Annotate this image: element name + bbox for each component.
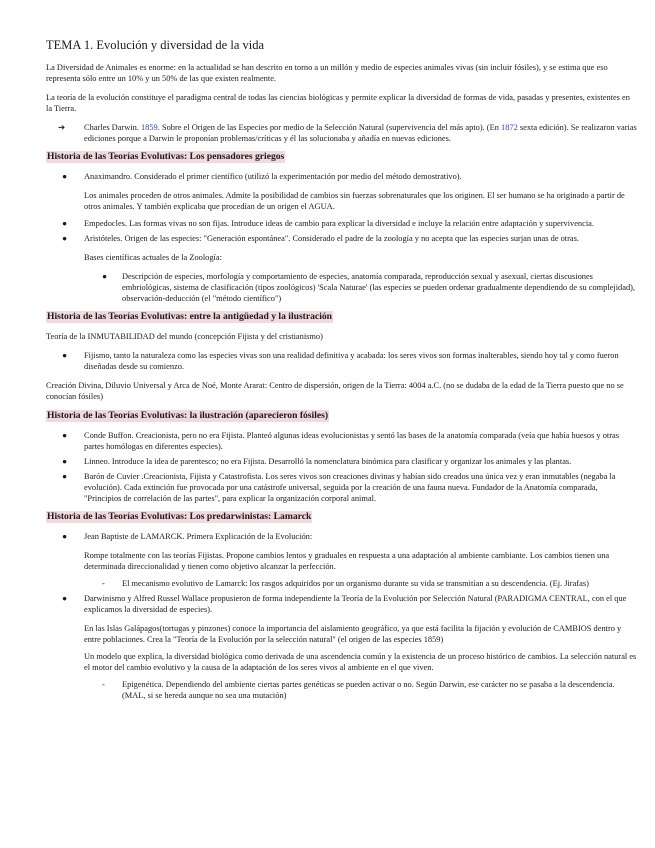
dash-icon: - [102, 680, 105, 689]
bullet-icon: ● [62, 172, 68, 181]
bullet-icon: ● [62, 351, 68, 360]
list-item-text: Epigenética. Dependiendo del ambiente ciertas partes genéticas se pueden activar o no. Según Darwin, ese carácter no se pasaba a la descendencia. (MAL, si se hereda aunque no sea una mutación) [122, 680, 615, 700]
lamarck-detail: Rompe totalmente con las teorías Fijistas. Propone cambios lentos y graduales en respuesta a una adaptación al ambiente cambiante. Los cambios tienen una determinada direccionalidad y tienen como objetivo alcanzar la perfección. [84, 551, 610, 571]
section-antiquity-enlightenment [46, 311, 637, 402]
list-item-epigenetica [46, 679, 637, 701]
list-item-empedocles [46, 218, 637, 229]
bullet-icon: ● [62, 431, 68, 440]
list-item-lamarck [46, 531, 637, 542]
zoology-bases-label: Bases científicas actuales de la Zoología: [84, 253, 222, 262]
darwin-text-2: . Sobre el Origen de las Especies por medio de la Selección Natural (supervivencia del más apto). (En [157, 123, 501, 132]
list-item-lamarck-mechanism [46, 578, 637, 589]
section-heading-lamarck: Historia de las Teorías Evolutivas: Los predarwinistas: Lamarck [47, 511, 312, 522]
bullet-icon: ● [62, 457, 68, 466]
arrow-icon: ➔ [58, 123, 66, 132]
list-item-text: Aristóteles. Origen de las especies: "Generación espontánea". Considerado el padre de la zoología y no acepta que las especies surjan unas de otras. [84, 234, 579, 243]
darwin-year-1872: 1872 [501, 123, 518, 132]
list-item-text: Descripción de especies, morfología y comportamiento de especies, anatomía comparada, reproducción sexual y asexual, ciertas discusiones embriológicas, sistema de clasificación (tipos zoológicos) 'Scala Naturae' (las especies se pueden ordenar gradualmente dependiendo de su complejidad), observación-deducción (el "método científico") [122, 272, 636, 303]
list-item-text: Barón de Cuvier .Creacionista, Fijista y Catastrofista. Los seres vivos son creaciones divinas y habían sido creados una única vez y eran inmutables (negaba la evolución). Cada extinción fue provocada por una catástrofe universal, seguida por la creación de una fauna nueva. Fundador de la Anatomía comparada, "Principios de correlación de las partes", para explicar la organización corporal animal. [84, 472, 616, 503]
darwin-text-3: sexta edición). Se realizaron varias ediciones porque a Darwin le proponían problemas/críticas y él las solucionaba y añadía en nuevas ediciones. [84, 123, 637, 143]
darwin-text-1: Charles Darwin. [84, 123, 141, 132]
intro-paragraph-1: La Diversidad de Animales es enorme: en la actualidad se han descrito en torno a un millón y medio de especies animales vivas (sin incluir fósiles), y se estima que eso representa sólo entre un 10% y un 50% de las que existen realmente. [46, 63, 608, 83]
list-item-anaximandro [46, 171, 637, 182]
list-item-buffon [46, 430, 637, 452]
creacion-divina-paragraph: Creación Divina, Diluvio Universal y Arca de Noé, Monte Ararat: Centro de dispersión, origen de la Tierra: 4004 a.C. (no se dudaba de la edad de la Tierra puesto que no se conocían fósiles) [46, 381, 624, 401]
list-item-cuvier [46, 471, 637, 504]
anaximandro-detail: Los animales proceden de otros animales. Admite la posibilidad de cambios sin fuerzas sobrenaturales que los originen. El ser humano se ha originado a partir de otros animales. Y también explicaba que procedían de un origen el AGUA. [84, 191, 625, 211]
galapagos-paragraph: En las Islas Galápagos(tortugas y pinzones) conoce la importancia del aislamiento geográfico, ya que está facilita la fijación y evolución de CAMBIOS dentro y entre poblaciones. Crea la "Teoría de la Evolución por la selección natural" (el origen de las especies 1859) [84, 624, 622, 644]
list-item-text: Darwinismo y Alfred Russel Wallace propusieron de forma independiente la Teoría de la Evolución por Selección Natural (PARADIGMA CENTRAL, con el que explicamos la diversidad de especies). [84, 594, 627, 614]
list-item-text: Conde Buffon. Creacionista, pero no era Fijista. Planteó algunas ideas evolucionistas y sentó las bases de la anatomía comparada (veía que había huesos y otras partes homólogas en diferentes especies). [84, 431, 619, 451]
dash-icon: - [102, 579, 105, 588]
list-item-descripcion [46, 271, 637, 304]
list-item-text: El mecanismo evolutivo de Lamarck: los rasgos adquiridos por un organismo durante su vida se transmitían a su descendencia. (Ej. Jirafas) [122, 579, 589, 588]
darwin-item [46, 122, 637, 144]
section-heading-enlightenment: Historia de las Teorías Evolutivas: la ilustración (aparecieron fósiles) [47, 410, 329, 421]
list-item-linneo [46, 456, 637, 467]
bullet-icon: ● [62, 532, 68, 541]
list-item-text: Linneo. Introduce la idea de parentesco; no era Fijista. Desarrolló la nomenclatura binómica para clasificar y organizar los animales y las plantas. [84, 457, 572, 466]
darwin-year-1859: 1859 [140, 123, 158, 132]
section-heading-greek: Historia de las Teorías Evolutivas: Los pensadores griegos [47, 151, 285, 162]
bullet-icon: ● [102, 272, 108, 281]
bullet-icon: ● [62, 594, 68, 603]
model-paragraph: Un modelo que explica, la diversidad biológica como derivada de una ascendencia común y la existencia de un proceso histórico de cambios. La selección natural es el motor del cambio evolutivo y la causa de la adaptación de los seres vivos al ambiente en el que viven. [84, 652, 637, 672]
section-enlightenment [46, 410, 637, 504]
section-greek-thinkers [46, 151, 637, 304]
list-item-text: Jean Baptiste de LAMARCK. Primera Explicación de la Evolución: [84, 532, 313, 541]
section-predarwinists [46, 511, 637, 701]
list-item-aristoteles [46, 233, 637, 244]
section-heading-antiquity: Historia de las Teorías Evolutivas: entre la antigüedad y la ilustración [47, 311, 332, 322]
document-title: TEMA 1. Evolución y diversidad de la vida [46, 38, 265, 52]
list-item-fijismo [46, 350, 637, 372]
list-item-text: Anaximandro. Considerado el primer científico (utilizó la experimentación por medio del método demostrativo). [84, 172, 462, 181]
list-item-text: Fijismo, tanto la naturaleza como las especies vivas son una realidad definitiva y acabada: los seres vivos son formas inalterables, siendo hoy tal y como fueron diseñadas desde su comienzo. [84, 351, 619, 371]
bullet-icon: ● [62, 219, 68, 228]
intro-paragraph-2: La teoría de la evolución constituye el paradigma central de todas las ciencias biológicas y permite explicar la diversidad de formas de vida, pasadas y presentes, existentes en la Tierra. [46, 93, 630, 113]
list-item-darwinismo [46, 593, 637, 615]
bullet-icon: ● [62, 472, 68, 481]
inmutabilidad-paragraph: Teoría de la INMUTABILIDAD del mundo (concepción Fijista y del cristianismo) [46, 332, 323, 341]
list-item-text: Empedocles. Las formas vivas no son fijas. Introduce ideas de cambio para explicar la diversidad e incluye la relación entre adaptación y supervivencia. [84, 219, 594, 228]
bullet-icon: ● [62, 234, 68, 243]
